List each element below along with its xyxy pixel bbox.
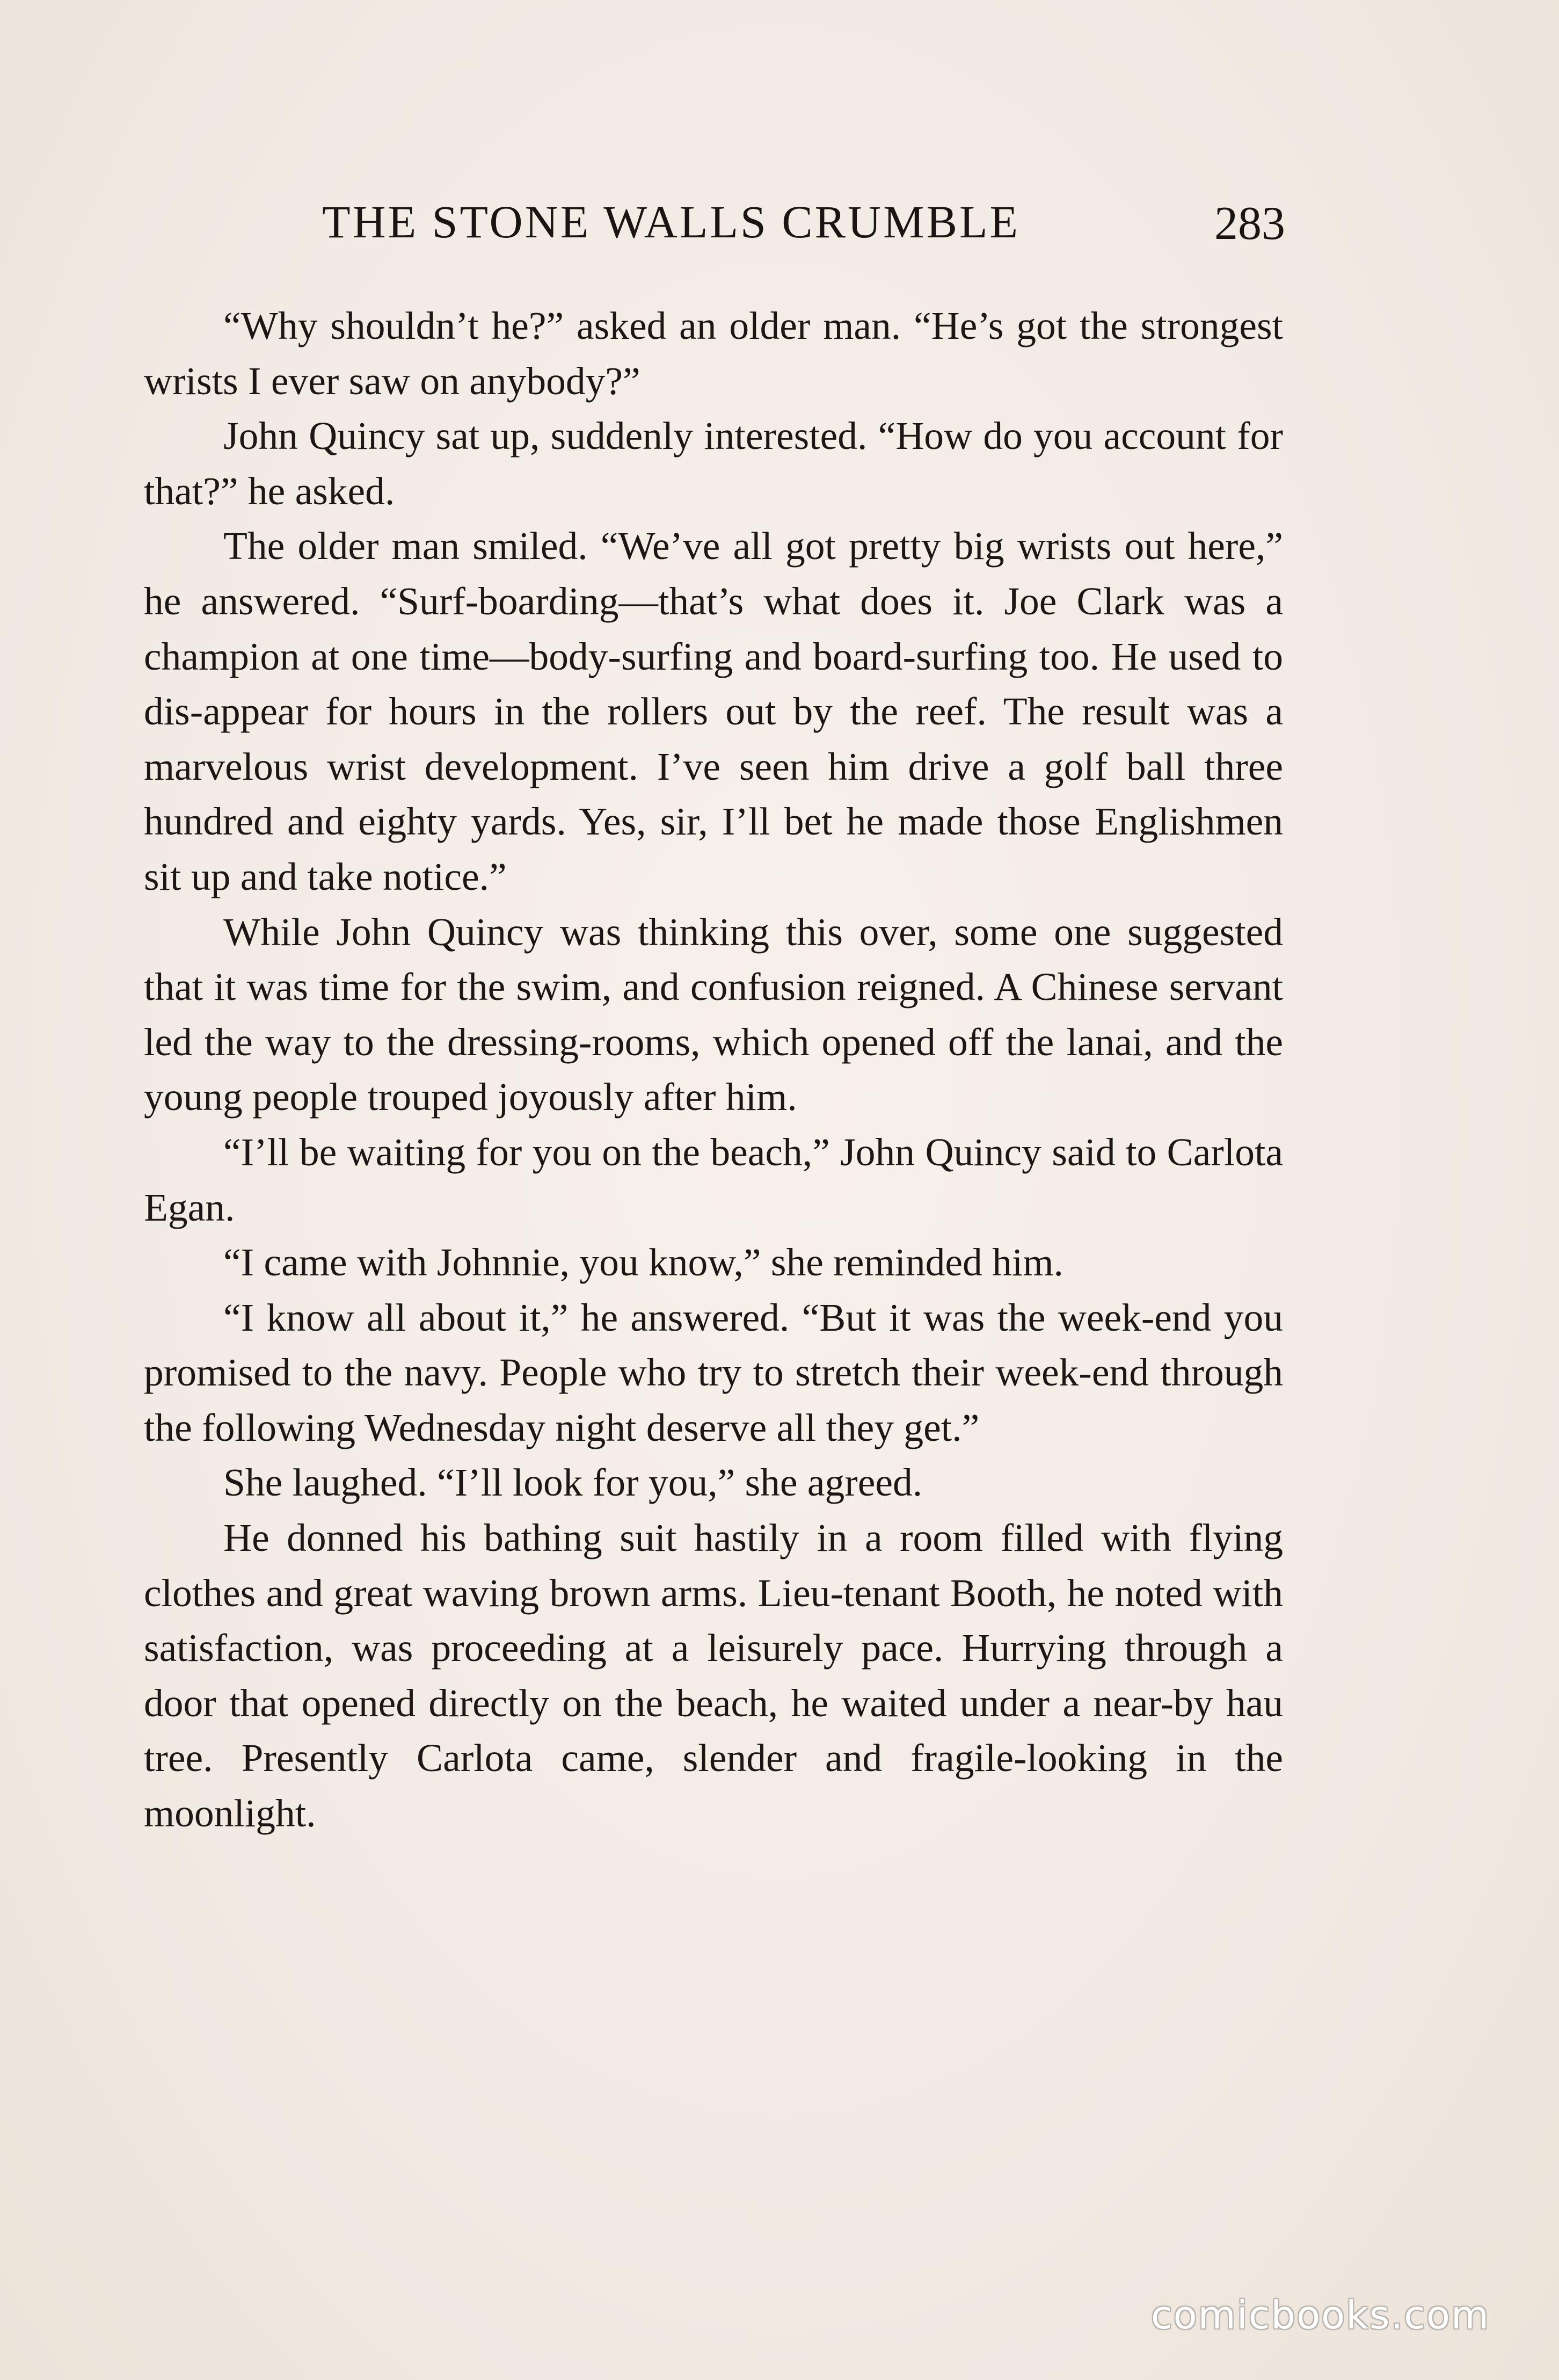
paragraph: She laughed. “I’ll look for you,” she agreed. (223, 1461, 923, 1505)
paragraph: “Why shouldn’t he?” asked an older man. “He’s got the strongest wrists I ever saw on anybody?” (144, 304, 1283, 403)
paragraph: “I know all about it,” he answered. “But it was the week-end you promised to the navy. People who try to stretch their week-end through the following Wednesday night deserve all they get.” (144, 1295, 1283, 1449)
body-text (144, 299, 1283, 1841)
page-number: 283 (1214, 198, 1285, 250)
paragraph: “I came with Johnnie, you know,” she reminded him. (223, 1240, 1063, 1285)
paragraph: He donned his bathing suit hastily in a room filled with flying clothes and great waving brown arms. Lieu-tenant Booth, he noted with satisfaction, was proceeding at a leisurely pace. Hurrying through a door that opened directly on the beach, he waited under a near-by hau tree. Presently Carlota came, slender and fragile-looking in the moonlight. (144, 1516, 1283, 1835)
watermark: comicbooks.com (1151, 2292, 1490, 2338)
running-title: THE STONE WALLS CRUMBLE (322, 196, 1021, 248)
paragraph: While John Quincy was thinking this over, some one suggested that it was time for the swim, and confusion reigned. A Chinese servant led the way to the dressing-rooms, which opened off the lanai, and the young people trouped joyously after him. (144, 910, 1283, 1119)
paragraph: The older man smiled. “We’ve all got pretty big wrists out here,” he answered. “Surf-boarding—that’s what does it. Joe Clark was a champion at one time—body-surfing and board-surfing too. He used to dis-appear for hours in the rollers out by the reef. The result was a marvelous wrist development. I’ve seen him drive a golf ball three hundred and eighty yards. Yes, sir, I’ll bet he made those Englishmen sit up and take notice.” (144, 524, 1283, 898)
paragraph: John Quincy sat up, suddenly interested. “How do you account for that?” he asked. (144, 414, 1283, 513)
paragraph: “I’ll be waiting for you on the beach,” John Quincy said to Carlota Egan. (144, 1130, 1283, 1229)
